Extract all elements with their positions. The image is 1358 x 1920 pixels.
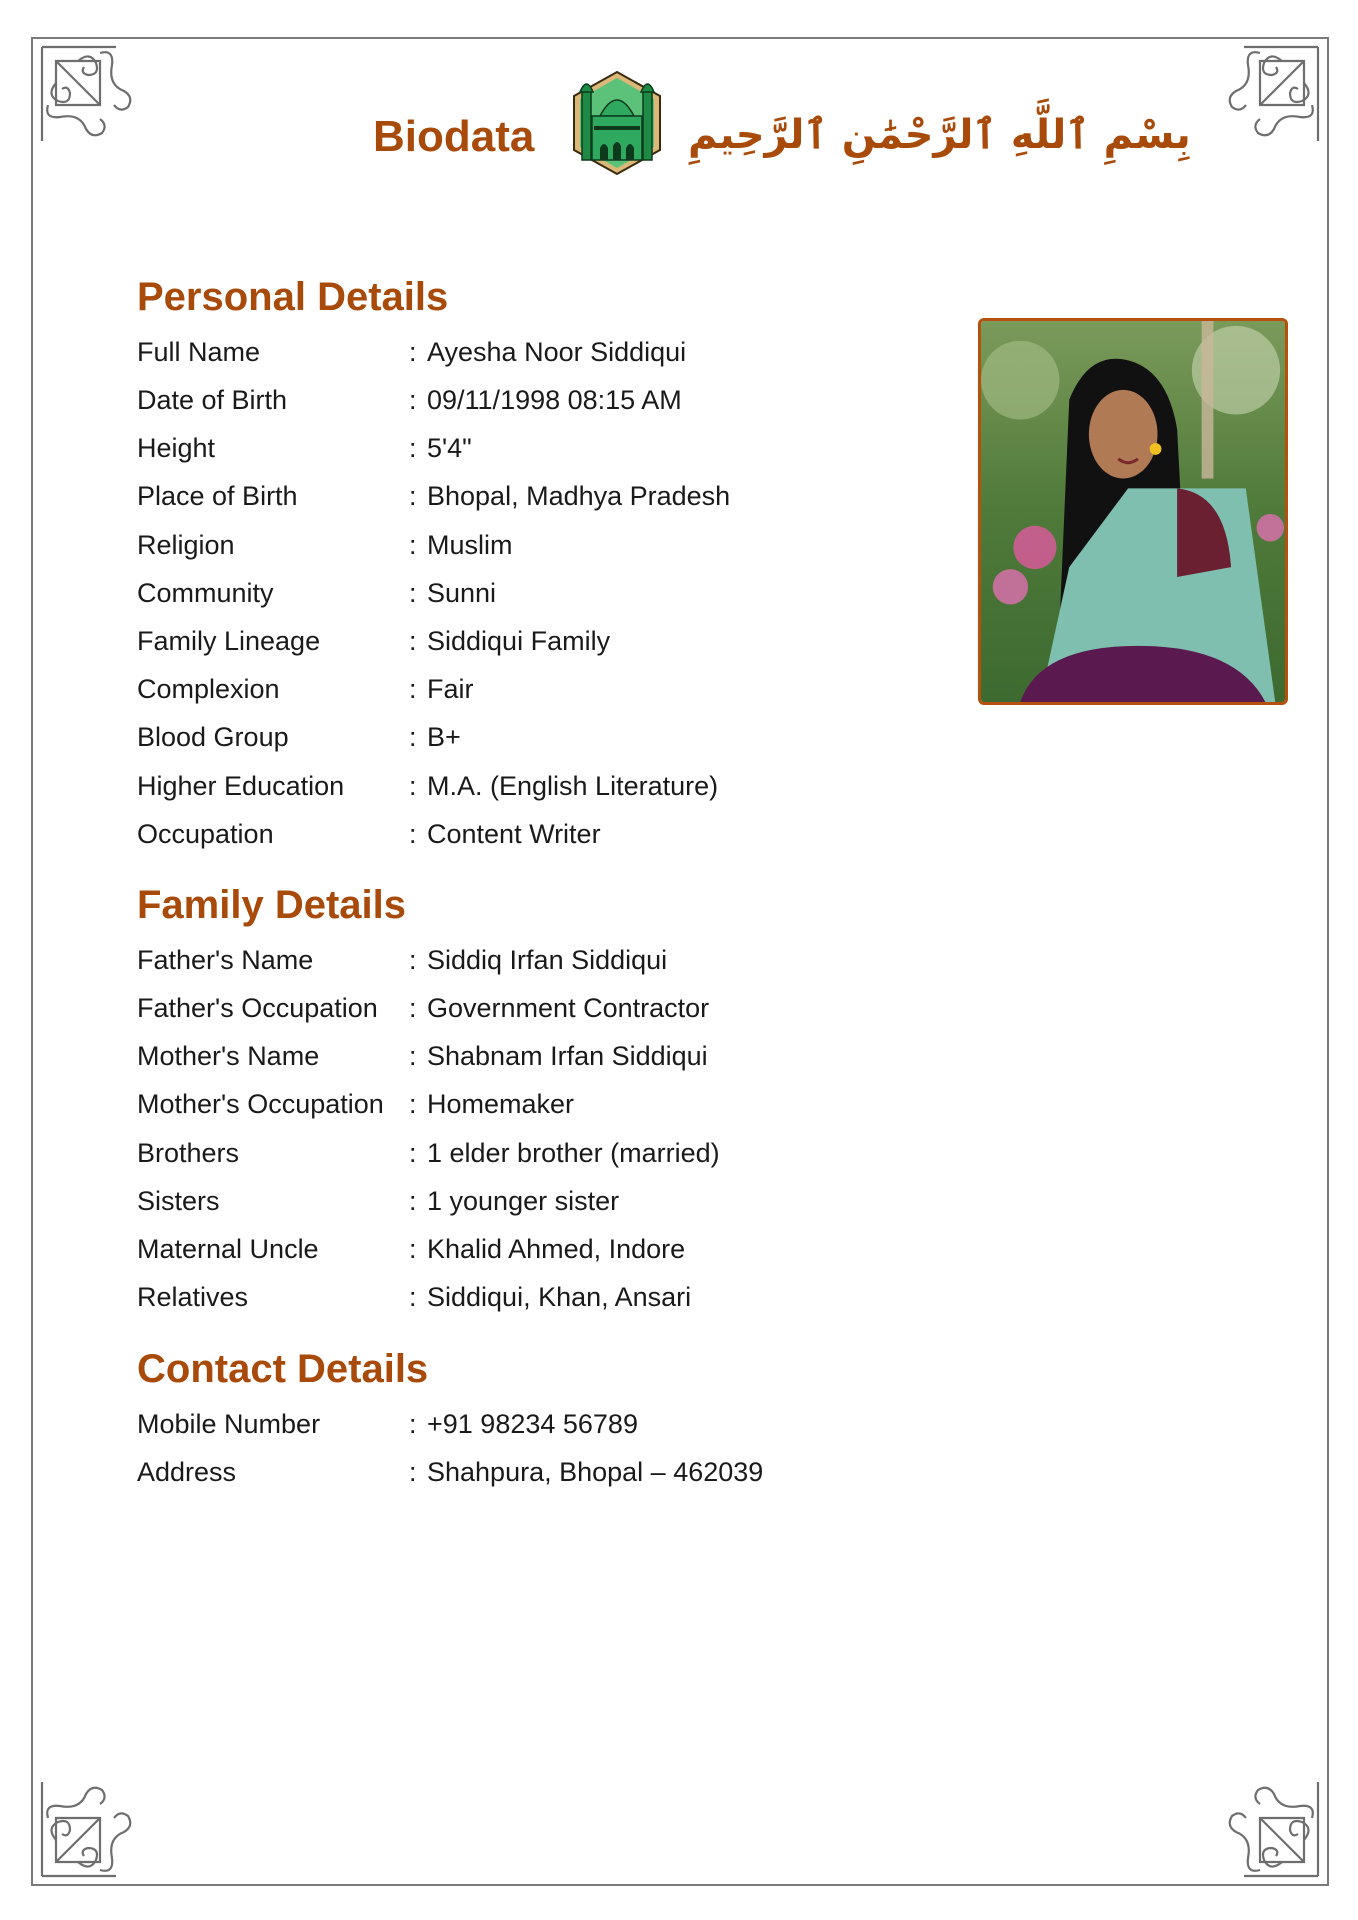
row-label: Date of Birth [137, 384, 288, 415]
mosque-icon [570, 70, 664, 176]
row-value: Content Writer [427, 818, 601, 849]
row-label: Mother's Occupation [137, 1088, 384, 1119]
row-value: Fair [427, 673, 474, 704]
profile-photo [978, 318, 1288, 705]
row-separator: : [409, 1040, 417, 1071]
row-value: Homemaker [427, 1088, 575, 1119]
row-value: Shahpura, Bhopal – 462039 [427, 1456, 764, 1487]
bismillah-text: بِسْمِ ٱللَّهِ ٱلرَّحْمَٰنِ ٱلرَّحِيمِ [688, 112, 1191, 158]
detail-row-height [137, 428, 472, 468]
row-value: Muslim [427, 529, 513, 560]
row-separator: : [409, 721, 417, 752]
page-title: Biodata [373, 112, 535, 161]
row-value: Siddiqui, Khan, Ansari [427, 1281, 692, 1312]
row-label: Height [137, 432, 216, 463]
row-value: Siddiq Irfan Siddiqui [427, 944, 668, 975]
row-value: Siddiqui Family [427, 625, 611, 656]
row-separator: : [409, 480, 417, 511]
row-value: 5'4" [427, 432, 472, 463]
row-separator: : [409, 432, 417, 463]
detail-row-maternal-uncle [137, 1229, 685, 1269]
section-heading-family: Family Details [137, 883, 407, 927]
detail-row-brothers [137, 1133, 720, 1173]
row-label: Religion [137, 529, 235, 560]
row-separator: : [409, 1408, 417, 1439]
corner-ornament-icon [40, 1778, 140, 1878]
detail-row-mothers-occupation [137, 1084, 574, 1124]
row-value: Government Contractor [427, 992, 710, 1023]
row-value: 1 younger sister [427, 1185, 620, 1216]
row-separator: : [409, 992, 417, 1023]
row-value: 09/11/1998 08:15 AM [427, 384, 682, 415]
row-separator: : [409, 944, 417, 975]
row-value: Khalid Ahmed, Indore [427, 1233, 686, 1264]
section-heading-contact: Contact Details [137, 1347, 429, 1391]
detail-row-religion [137, 525, 513, 565]
row-separator: : [409, 673, 417, 704]
row-label: Relatives [137, 1281, 249, 1312]
detail-row-date-of-birth [137, 380, 682, 420]
row-separator: : [409, 625, 417, 656]
row-value: Sunni [427, 577, 497, 608]
detail-row-mobile-number [137, 1404, 638, 1444]
row-separator: : [409, 577, 417, 608]
detail-row-full-name [137, 332, 686, 372]
row-value: 1 elder brother (married) [427, 1137, 720, 1168]
row-value: M.A. (English Literature) [427, 770, 719, 801]
corner-ornament-icon [40, 45, 140, 145]
row-label: Place of Birth [137, 480, 298, 511]
row-label: Higher Education [137, 770, 345, 801]
row-label: Father's Name [137, 944, 314, 975]
detail-row-address [137, 1452, 763, 1492]
detail-row-blood-group [137, 717, 461, 757]
row-separator: : [409, 1088, 417, 1119]
detail-row-fathers-occupation [137, 988, 709, 1028]
row-value: +91 98234 56789 [427, 1408, 638, 1439]
detail-row-sisters [137, 1181, 619, 1221]
row-value: B+ [427, 721, 461, 752]
detail-row-higher-education [137, 766, 718, 806]
row-separator: : [409, 1137, 417, 1168]
row-label: Complexion [137, 673, 280, 704]
row-separator: : [409, 818, 417, 849]
row-label: Community [137, 577, 274, 608]
row-separator: : [409, 529, 417, 560]
row-value: Ayesha Noor Siddiqui [427, 336, 687, 367]
corner-ornament-icon [1220, 45, 1320, 145]
row-label: Occupation [137, 818, 274, 849]
row-separator: : [409, 384, 417, 415]
detail-row-mothers-name [137, 1036, 708, 1076]
row-label: Brothers [137, 1137, 240, 1168]
row-label: Blood Group [137, 721, 289, 752]
row-value: Bhopal, Madhya Pradesh [427, 480, 731, 511]
row-separator: : [409, 336, 417, 367]
detail-row-fathers-name [137, 940, 667, 980]
row-separator: : [409, 1281, 417, 1312]
row-label: Family Lineage [137, 625, 321, 656]
row-label: Address [137, 1456, 237, 1487]
row-label: Mother's Name [137, 1040, 320, 1071]
row-label: Full Name [137, 336, 261, 367]
detail-row-community [137, 573, 496, 613]
row-separator: : [409, 1456, 417, 1487]
detail-row-occupation [137, 814, 601, 854]
row-label: Sisters [137, 1185, 220, 1216]
detail-row-complexion [137, 669, 474, 709]
detail-row-family-lineage [137, 621, 610, 661]
row-value: Shabnam Irfan Siddiqui [427, 1040, 708, 1071]
row-label: Father's Occupation [137, 992, 378, 1023]
detail-row-relatives [137, 1277, 691, 1317]
row-separator: : [409, 1185, 417, 1216]
row-separator: : [409, 1233, 417, 1264]
detail-row-place-of-birth [137, 476, 730, 516]
row-label: Maternal Uncle [137, 1233, 319, 1264]
corner-ornament-icon [1220, 1778, 1320, 1878]
row-separator: : [409, 770, 417, 801]
section-heading-personal: Personal Details [137, 275, 449, 319]
row-label: Mobile Number [137, 1408, 321, 1439]
